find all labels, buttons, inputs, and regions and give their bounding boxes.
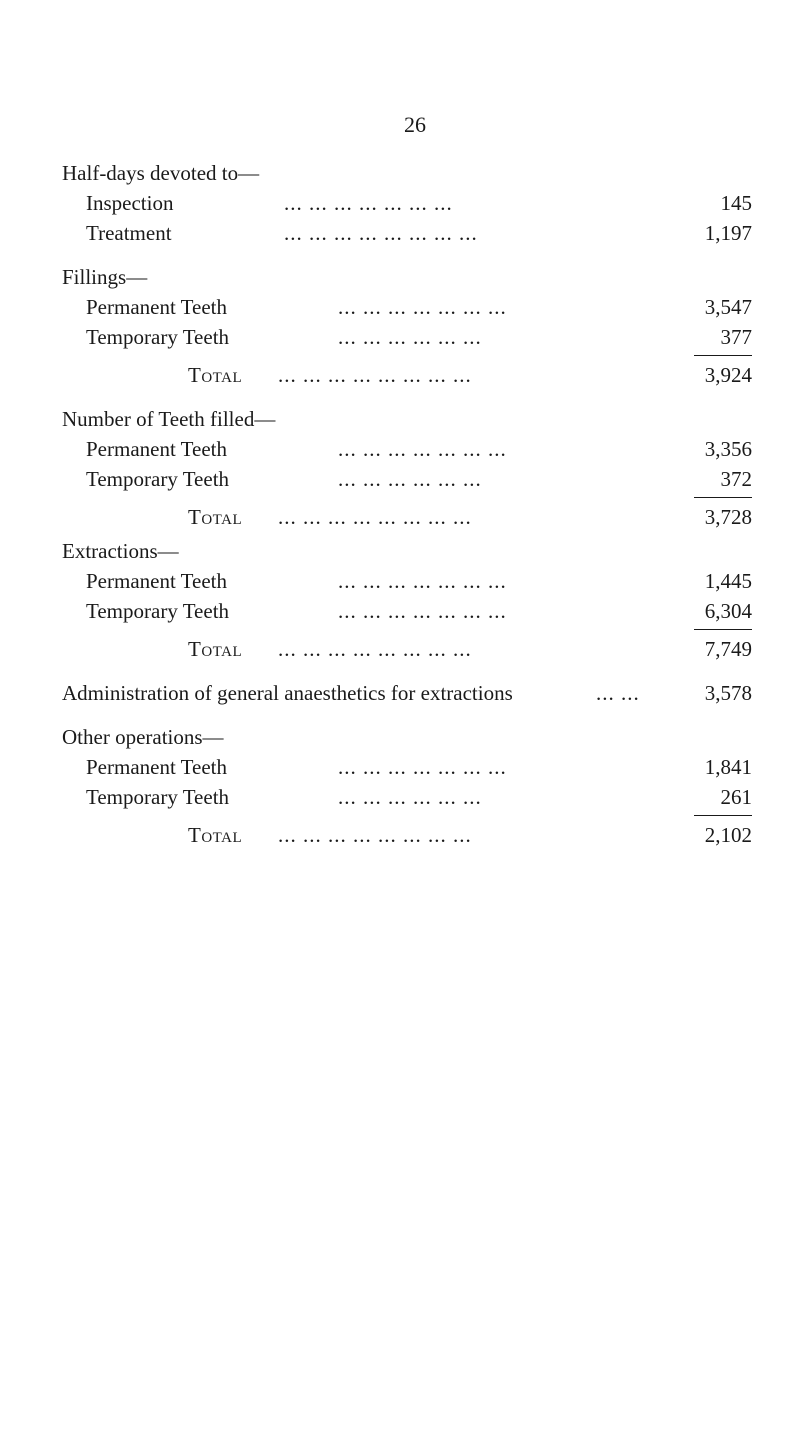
dental-statistics-table <box>62 158 752 850</box>
section-heading-teeth-filled: Number of Teeth filled— <box>62 407 276 431</box>
dot-leader: ... ... ... ... ... ... ... <box>338 599 507 623</box>
total-label: Total <box>188 505 243 529</box>
row-label: Permanent Teeth <box>86 755 228 779</box>
total-label: Total <box>188 823 243 847</box>
dot-leader: ... ... ... ... ... ... ... <box>338 437 507 461</box>
page-number: 26 <box>404 112 426 137</box>
section-heading-fillings: Fillings— <box>62 265 148 289</box>
total-rule <box>62 626 752 634</box>
section-heading-half-days: Half-days devoted to— <box>62 161 260 185</box>
dot-leader: ... ... ... ... ... ... ... ... <box>278 637 472 661</box>
row-label: Temporary Teeth <box>86 467 230 491</box>
total-row <box>62 634 752 664</box>
table-row <box>62 752 752 782</box>
dot-leader: ... ... ... ... ... ... ... <box>284 191 453 215</box>
table-row <box>62 292 752 322</box>
row-label: Temporary Teeth <box>86 599 230 623</box>
row-label: Permanent Teeth <box>86 437 228 461</box>
table-row <box>62 434 752 464</box>
dot-leader: ... ... ... ... ... ... ... ... <box>278 363 472 387</box>
row-value: 1,445 <box>704 569 752 593</box>
row-value: 377 <box>720 325 752 349</box>
row-label: Permanent Teeth <box>86 569 228 593</box>
total-label: Total <box>188 637 243 661</box>
dot-leader: ... ... ... ... ... ... <box>338 467 482 491</box>
row-value: 1,197 <box>704 221 752 245</box>
row-value: 1,841 <box>704 755 752 779</box>
row-label: Treatment <box>86 221 172 245</box>
total-row <box>62 360 752 390</box>
dot-leader: ... ... ... ... ... ... <box>338 785 482 809</box>
section-heading-extractions: Extractions— <box>62 539 179 563</box>
row-value: 6,304 <box>704 599 752 623</box>
total-value: 3,728 <box>704 505 752 529</box>
row-label: Permanent Teeth <box>86 295 228 319</box>
total-row <box>62 502 752 532</box>
dot-leader: ... ... ... ... ... ... ... ... <box>284 221 478 245</box>
row-label: Temporary Teeth <box>86 785 230 809</box>
total-row <box>62 820 752 850</box>
section-heading-other-operations: Other operations— <box>62 725 224 749</box>
row-value: 3,578 <box>704 681 752 705</box>
table-row <box>62 596 752 626</box>
total-value: 2,102 <box>704 823 752 847</box>
dot-leader: ... ... ... ... ... ... ... <box>338 755 507 779</box>
row-label: Inspection <box>86 191 174 215</box>
table-row <box>62 218 752 248</box>
table-row <box>62 464 752 494</box>
dot-leader: ... ... ... ... ... ... <box>338 325 482 349</box>
dot-leader: ... ... ... ... ... ... ... ... <box>278 505 472 529</box>
row-value: 372 <box>720 467 752 491</box>
row-value: 3,547 <box>704 295 752 319</box>
dot-leader: ... ... <box>596 681 640 705</box>
row-label: Temporary Teeth <box>86 325 230 349</box>
row-value: 145 <box>720 191 752 215</box>
total-value: 7,749 <box>704 637 752 661</box>
total-rule <box>62 812 752 820</box>
dot-leader: ... ... ... ... ... ... ... ... <box>278 823 472 847</box>
total-rule <box>62 352 752 360</box>
table-row <box>62 322 752 352</box>
row-value: 3,356 <box>704 437 752 461</box>
total-label: Total <box>188 363 243 387</box>
total-rule <box>62 494 752 502</box>
row-label: Administration of general anaesthetics for extractions <box>62 681 513 705</box>
dot-leader: ... ... ... ... ... ... ... <box>338 569 507 593</box>
total-value: 3,924 <box>704 363 752 387</box>
table-row <box>62 566 752 596</box>
table-row <box>62 188 752 218</box>
row-value: 261 <box>720 785 752 809</box>
table-row <box>62 782 752 812</box>
dot-leader: ... ... ... ... ... ... ... <box>338 295 507 319</box>
table-row <box>62 678 752 708</box>
